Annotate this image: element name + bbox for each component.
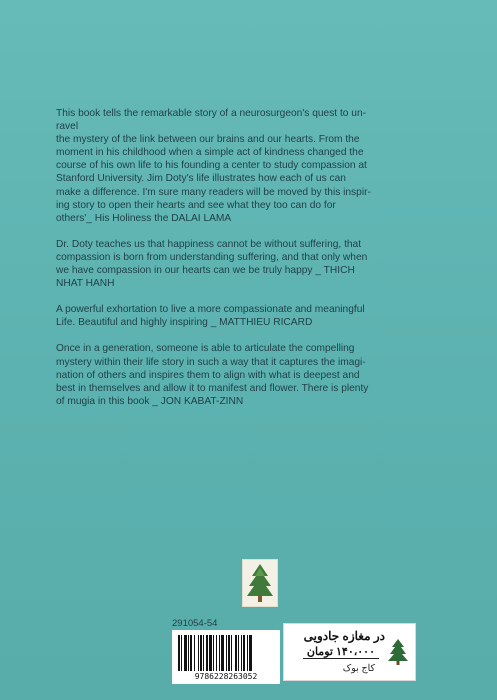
blurb-paragraph-4 (56, 342, 421, 407)
barcode-bar (238, 635, 239, 671)
barcode-bar (198, 635, 199, 671)
blurb-paragraph-1 (56, 107, 421, 225)
barcode-bar (209, 635, 212, 671)
blurb-line: A powerful exhortation to live a more compassionate and meaningful (56, 304, 365, 316)
blurb-line: best in themselves and allow it to manifest and flower. There is plenty (56, 382, 369, 394)
blurb-line: compassion is born from understanding suffering, and that only when (56, 251, 368, 263)
barcode-bar (203, 635, 204, 671)
barcode-bar (178, 635, 180, 671)
isbn-code: 291054-54 (172, 618, 218, 629)
barcode-bar (247, 635, 248, 671)
barcode-bar (190, 635, 192, 671)
blurb-line: Stanford University. Jim Doty's life illustrates how each of us can (56, 173, 346, 185)
blurb-line: course of his own life to his founding a center to study compassion at (56, 160, 367, 172)
blurb-line: moment in his childhood when a simple act of kindness changed the (56, 147, 364, 159)
barcode-bar (219, 635, 220, 671)
blurb-paragraph-2 (56, 238, 421, 290)
tree-icon (387, 638, 409, 666)
blurb-line: of mugia in this book _ JON KABAT-ZINN (56, 395, 244, 407)
blurb-line: NHAT HANH (56, 278, 115, 290)
barcode-bars (178, 635, 274, 671)
blurb-line: mystery within their life story in such a way that it captures the imagi- (56, 356, 366, 368)
blurb-line: Dr. Doty teaches us that happiness cannot be without suffering, that (56, 238, 362, 250)
barcode-bar (216, 635, 217, 671)
barcode-number: 9786228263052 (194, 672, 258, 681)
barcode-bar (228, 635, 230, 671)
barcode-bar (206, 635, 208, 671)
blurb-line: This book tells the remarkable story of a neurosurgeon's quest to un- (56, 108, 366, 119)
barcode-bar (235, 635, 237, 671)
blurb-line: ing story to open their hearts and see what they too can do for (56, 199, 336, 211)
blurb-line: make a difference. I'm sure many readers will be moved by this inspir- (56, 186, 371, 198)
barcode (172, 630, 280, 684)
barcode-bar (243, 635, 245, 671)
barcode-bar (231, 635, 232, 671)
barcode-bar (184, 635, 187, 671)
blurb-paragraph-3 (56, 303, 421, 329)
barcode-bar (181, 635, 182, 671)
blurb-line: Life. Beautiful and highly inspiring _ MATTHIEU RICARD (56, 317, 313, 329)
sticker-price: ۱۴۰،۰۰۰ تومان (303, 645, 379, 659)
price-sticker (283, 623, 416, 681)
barcode-bar (200, 635, 202, 671)
blurb-section (56, 107, 421, 421)
barcode-bar (188, 635, 189, 671)
barcode-bar (241, 635, 242, 671)
tree-icon (243, 560, 277, 606)
barcode-bar (194, 635, 195, 671)
publisher-logo (242, 559, 278, 607)
sticker-title: در مغازه جادویی (303, 629, 385, 643)
blurb-line: we have compassion in our hearts can we be truly happy _ THICH (56, 265, 355, 277)
barcode-bar (226, 635, 227, 671)
blurb-line: Once in a generation, someone is able to articulate the compelling (56, 343, 355, 355)
blurb-line: ravel (56, 121, 79, 133)
blurb-line: the mystery of the link between our brains and our hearts. From the (56, 134, 360, 146)
sticker-brand: کاج بوک (342, 663, 375, 674)
blurb-line: others'_ His Holiness the DALAI LAMA (56, 212, 232, 224)
barcode-bar (221, 635, 224, 671)
blurb-line: nation of others and inspires them to align with what is deepest and (56, 369, 360, 381)
barcode-bar (249, 635, 252, 671)
barcode-bar (213, 635, 214, 671)
